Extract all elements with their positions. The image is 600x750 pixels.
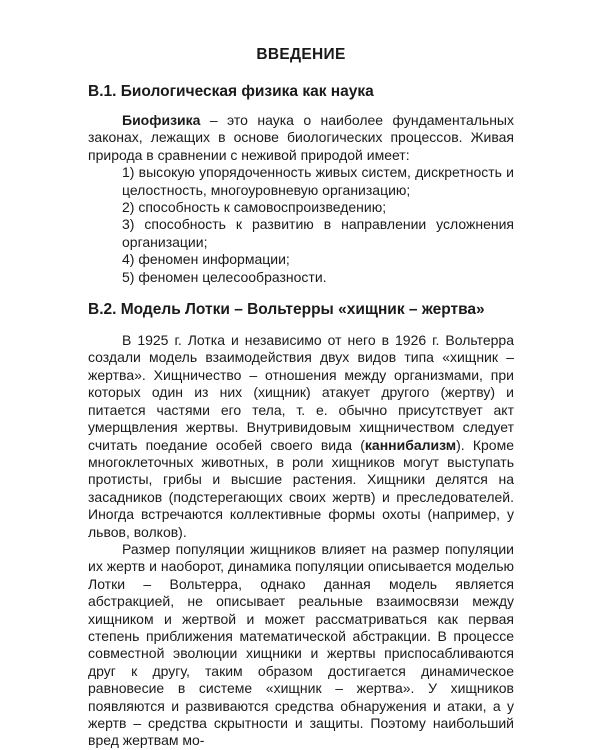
list-item: 5) феномен целесообразности.	[122, 268, 327, 285]
page-title: ВВЕДЕНИЕ	[256, 46, 346, 63]
list-item: 2) способность к самовоспроизведению;	[122, 199, 387, 216]
paragraph-1-end: ). Кроме многоклеточных животных, в роли хищников могут выступать протисты, грибы и высшие растения. Хищники делятся на засадников (подстерегающих своих жертв) и преследователей. Иногда встречаются коллективные формы охоты (например, у львов, волков).	[88, 436, 514, 540]
properties-list	[88, 164, 514, 286]
section-lotka-volterra	[88, 300, 514, 750]
term-biophysics: Биофизика	[122, 112, 201, 128]
list-item: 1) высокую упорядоченность живых систем, дискретность и целостность, многоуровневую организацию;	[122, 164, 514, 198]
section-heading-1: В.1. Биологическая физика как наука	[88, 83, 374, 100]
list-item: 3) способность к развитию в направлении усложнения организации;	[122, 216, 514, 250]
paragraph-2: Размер популяции жищников влияет на размер популяции их жертв и наоборот, динамика популяции описывается моделью Лотки – Вольтерра, однако данная модель является абстракцией, не описывает реальные взаимосвязи между хищником и жертвой и может рассматриваться как первая степень приближения математической абстракции. В процессе совместной эволюции хищники и жертвы приспосабливаются друг к другу, таким образом достигается динамическое равновесие в системе «хищник – жертва». У хищников появляются и развиваются средства обнаружения и атаки, а у жертв – средства скрытности и защиты. Поэтому наибольший вред жертвам мо-	[88, 540, 514, 749]
intro-text: – это наука о наиболее фундаментальных законах, лежащих в основе биологических процессов. Живая природа в сравнении с неживой природой имеет:	[88, 112, 514, 163]
section-biophysics	[88, 82, 514, 286]
paragraph-1-start: В 1925 г. Лотка и независимо от него в 1926 г. Вольтерра создали модель взаимодействия двух видов типа «хищник – жертва». Хищничество – отношения между организмами, при которых один из них (хищник) атакует другого (жертву) и питается частями его тела, т. е. обычно присутствует акт умерщвления жертвы. Внутривидовым хищничеством следует считать поедание особей своего вида (	[88, 332, 514, 453]
paragraph-1	[88, 332, 514, 541]
intro-paragraph	[88, 112, 514, 164]
term-cannibalism: каннибализм	[364, 436, 457, 453]
document-page	[88, 46, 514, 750]
list-item: 4) феномен информации;	[122, 251, 290, 268]
section-heading-2: В.2. Модель Лотки – Вольтерры «хищник – жертва»	[88, 301, 485, 319]
